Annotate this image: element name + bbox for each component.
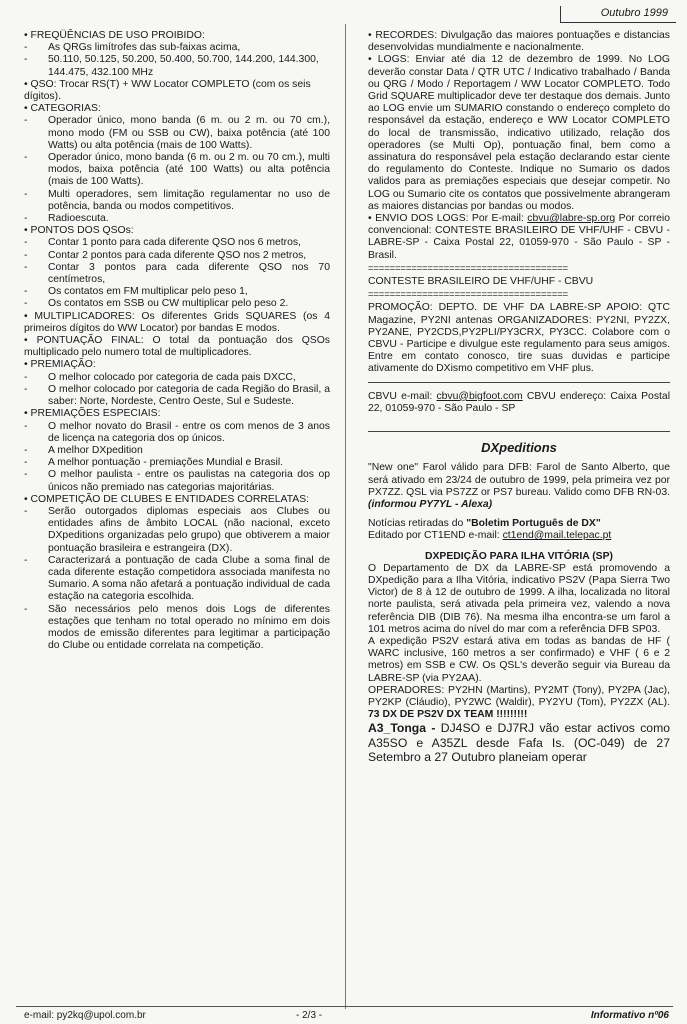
labre-email-link[interactable]: cbvu@labre-sp.org (527, 213, 616, 225)
news-source-name: "Boletim Português de DX" (466, 518, 601, 530)
freq-item: - As QRGs limítrofes das sub-faixas acima, (24, 42, 330, 54)
send-logs (368, 213, 670, 262)
points-item: - Os contatos em SSB ou CW multiplicar pelo peso 2. (24, 298, 330, 310)
awards-title: • PREMIAÇÃO: (24, 359, 330, 371)
category-item: - Radioescuta. (24, 213, 330, 225)
award-item: - O melhor colocado por categoria de cada pais DXCC, (24, 372, 330, 384)
footer-issue: Informativo nº06 (590, 1010, 669, 1021)
footer-page-number: - 2/3 - (296, 1010, 323, 1021)
vitoria-paragraph: A expedição PS2V estará ativa em todas as bandas de HF ( WARC inclusive, 160 metros a ser confirmado) e VHF ( 6 e 2 metros) em SSB e CW. Os QSL's deverão seguir via Bureau da LABRE-SP (via PY2AA). (368, 635, 670, 684)
new-one-notice (368, 462, 670, 511)
clubs-item: - Serão outorgados diplomas especiais aos Clubes ou entidades afins de âmbito LOCAL (não nacional, exceto DXpeditions organizadas pelo grupo) que obtiverem a maior pontuação brasileira e estrangeira (DX). (24, 506, 330, 555)
clubs-item: - Caracterizará a pontuação de cada Clube a soma final de cada diferente estação competidora associada manifesta no Sumario. A soma não afetará a pontuação individual de cada estação na categoria escolhida. (24, 555, 330, 604)
category-item: - Operador único, mono banda (6 m. ou 2 m. ou 70 cm.), multi modos, baixa potência (até 100 Watts) ou alta potência (mais de 100 Watts). (24, 152, 330, 189)
operators-list: OPERADORES: PY2HN (Martins), PY2MT (Tony), PY2PA (Jac), PY2KP (Cláudio), PY2WC (Waldir), PY2YU (Tom), PY2ZX (AL). (368, 684, 670, 708)
category-item: - Operador único, mono banda (6 m. ou 2 m. ou 70 cm.), mono modo (FM ou SSB ou CW), baixa potência (até 100 Watts) ou alta potência (mais de 100 Watts). (24, 115, 330, 152)
send-logs-label: ENVIO DOS LOGS: Por E-mail: (375, 213, 528, 225)
footer-rule (16, 1006, 673, 1007)
ct1end-email-link[interactable]: ct1end@mail.telepac.pt (502, 530, 612, 542)
right-column (368, 30, 670, 765)
logs-instructions: • LOGS: Enviar até dia 12 de dezembro de 1999. No LOG deverão constar Data / QTR UTC / Indicativo trabalhado / Banda ou QRG / Modo / Reportagem / WW Locator COMPLETO. Todo Grid SQUARE multiplicador deve ter destaque dos demais. Junto ao LOG envie um SUMARIO constando o endereço completo do responsável da estação, endereço e WW Locator COMPLETO do local de transmissão, indicativo utilizado, relação dos operadores (se Multi Op), pontuação final, bem como a assinatura do responsável pela estação declarando estar ciente do regulamento do Conteste. Indique no Sumario os dados validos para as premiações especiais que desejar competir. No LOG ou Sumario cite os contatos que possivelmente abrangeram as maiores distancias por bandas ou modos. (368, 54, 670, 213)
final-score: • PONTUAÇÃO FINAL: O total da pontuação dos QSOs multiplicado pelo numero total de multiplicadores. (24, 335, 330, 359)
award-item: - O melhor colocado por categoria de cada Região do Brasil, a saber: Norte, Nordeste, Centro Oeste, Sul e Sudeste. (24, 384, 330, 408)
points-item: - Contar 2 pontos para cada diferente QSO nos 2 metros, (24, 250, 330, 262)
points-item: - Contar 1 ponto para cada diferente QSO nos 6 metros, (24, 237, 330, 249)
special-award-item: - O melhor paulista - entre os paulistas na categoria dos op únicos não premiado nas categorias majoritárias. (24, 469, 330, 493)
new-one-text: "New one" Farol válido para DFB: Farol de Santo Alberto, que será ativado em 23/24 de outubro de 1999, pela primeira vez por PX7ZZ. QSL via PS7ZZ or PS7 bureau. Valido como DFB RN-03. (368, 462, 670, 498)
contest-title: CONTESTE BRASILEIRO DE VHF/UHF - CBVU (368, 276, 594, 288)
records: • RECORDES: Divulgação das maiores pontuações e distancias desenvolvidas mundialmente e nacionalmente. (368, 30, 670, 54)
cbvu-contact (368, 391, 670, 415)
vitoria-paragraph: O Departamento de DX da LABRE-SP está promovendo a DXpedição para a Ilha Vitória, indicativo PS2V (Papa Sierra Two Victor) de 8 à 12 de outubro de 1999. A ilha, localizada no litoral norte paulista, será ativada pela primeira vez, valendo a nova referência DIB (DIB 76). Na mesma ilha encontra-se um farol a 101 metros acima do nível do mar com a referência DFB SP03. (368, 562, 670, 635)
footer-email: e-mail: py2kq@upol.com.br (24, 1010, 146, 1021)
special-award-item: - A melhor pontuação - premiações Mundial e Brasil. (24, 457, 330, 469)
dxpeditions-title: DXpeditions (481, 440, 557, 456)
clubs-title: • COMPETIÇÃO DE CLUBES E ENTIDADES CORRELATAS: (24, 494, 330, 506)
team-signoff: 73 DX DE PS2V DX TEAM !!!!!!!!! (368, 709, 528, 721)
cbvu-email-link[interactable]: cbvu@bigfoot.com (436, 390, 523, 402)
editor-line (368, 530, 670, 542)
vitoria-operators (368, 685, 670, 722)
separator-line: ===================================== (368, 262, 568, 274)
tonga-text: DJ4SO e DJ7RJ vão estar activos como A35SO e A35ZL desde Fafa Is. (OC-049) de 27 Setembro a 27 Outubro planeiam operar (368, 721, 670, 765)
tonga-notice (368, 721, 670, 764)
tonga-heading: A3_Tonga - (368, 721, 441, 736)
categories-title: • CATEGORIAS: (24, 103, 330, 115)
editor-label: Editado por CT1END e-mail: (368, 530, 503, 542)
promotion: PROMOÇÃO: DEPTO. DE VHF DA LABRE-SP APOIO: QTC Magazine, PY2NI antenas ORGANIZADORES: PY2NI, PY2ZX, PY2ANE, PY2CDS,PY2PLI/PY3CRX, PY3CC. Colabore com o CBVU - Participe e divulgue este regulamento para seus amigos. Entre em contato conosco, tire suas duvidas e participe ativamente do DXismo competitivo em VHF plus. (368, 302, 670, 375)
vitoria-title: DXPEDIÇÃO PARA ILHA VITÓRIA (SP) (425, 550, 613, 562)
left-column (24, 30, 330, 652)
new-one-credit: (informou PY7YL - Alexa) (368, 498, 493, 510)
points-title: • PONTOS DOS QSOs: (24, 225, 330, 237)
issue-header (560, 6, 676, 23)
news-source-label: Notícias retiradas do (368, 518, 467, 530)
multipliers: • MULTIPLICADORES: Os diferentes Grids SQUARES (os 4 primeiros dígitos do WW Locator) por bandas E modos. (24, 311, 330, 335)
cbvu-address: CBVU endereço: Caixa Postal 22, 01059-970 - São Paulo - SP (368, 390, 670, 414)
section-rule (368, 431, 670, 432)
cbvu-email-label: CBVU e-mail: (368, 390, 437, 402)
special-awards-title: • PREMIAÇÕES ESPECIAIS: (24, 408, 330, 420)
qso-rule: • QSO: Trocar RS(T) + WW Locator COMPLETO (com os seis dígitos). (24, 79, 330, 103)
special-award-item: - O melhor novato do Brasil - entre os com menos de 3 anos de licença na categoria dos op únicos. (24, 421, 330, 445)
issue-date: Outubro 1999 (600, 7, 668, 19)
points-item: - Os contatos em FM multiplicar pelo peso 1, (24, 286, 330, 298)
send-logs-address: Por correio convencional: CONTESTE BRASILEIRO DE VHF/UHF - CBVU - LABRE-SP - Caixa Postal 22, 01059-970 - São Paulo - SP - Brasil. (368, 213, 670, 261)
points-item: - Contar 3 pontos para cada diferente QSO nos 70 centímetros, (24, 262, 330, 286)
news-source (368, 518, 670, 530)
column-divider (345, 24, 346, 1009)
freq-title: • FREQÜÊNCIAS DE USO PROIBIDO: (24, 30, 330, 42)
special-award-item: - A melhor DXpedition (24, 445, 330, 457)
section-rule (368, 382, 670, 383)
freq-item: - 50.110, 50.125, 50.200, 50.400, 50.700, 144.200, 144.300, 144.475, 432.100 MHz (24, 54, 330, 78)
clubs-item: - São necessários pelo menos dois Logs de diferentes estações que tenham no total operado no mínimo em dois modos de emissão diferentes para legitimar a participação do Clube ou entidade correlata na competição. (24, 604, 330, 653)
category-item: - Multi operadores, sem limitação regulamentar no uso de potência, banda ou modos competitivos. (24, 189, 330, 213)
separator-line: ===================================== (368, 289, 568, 301)
